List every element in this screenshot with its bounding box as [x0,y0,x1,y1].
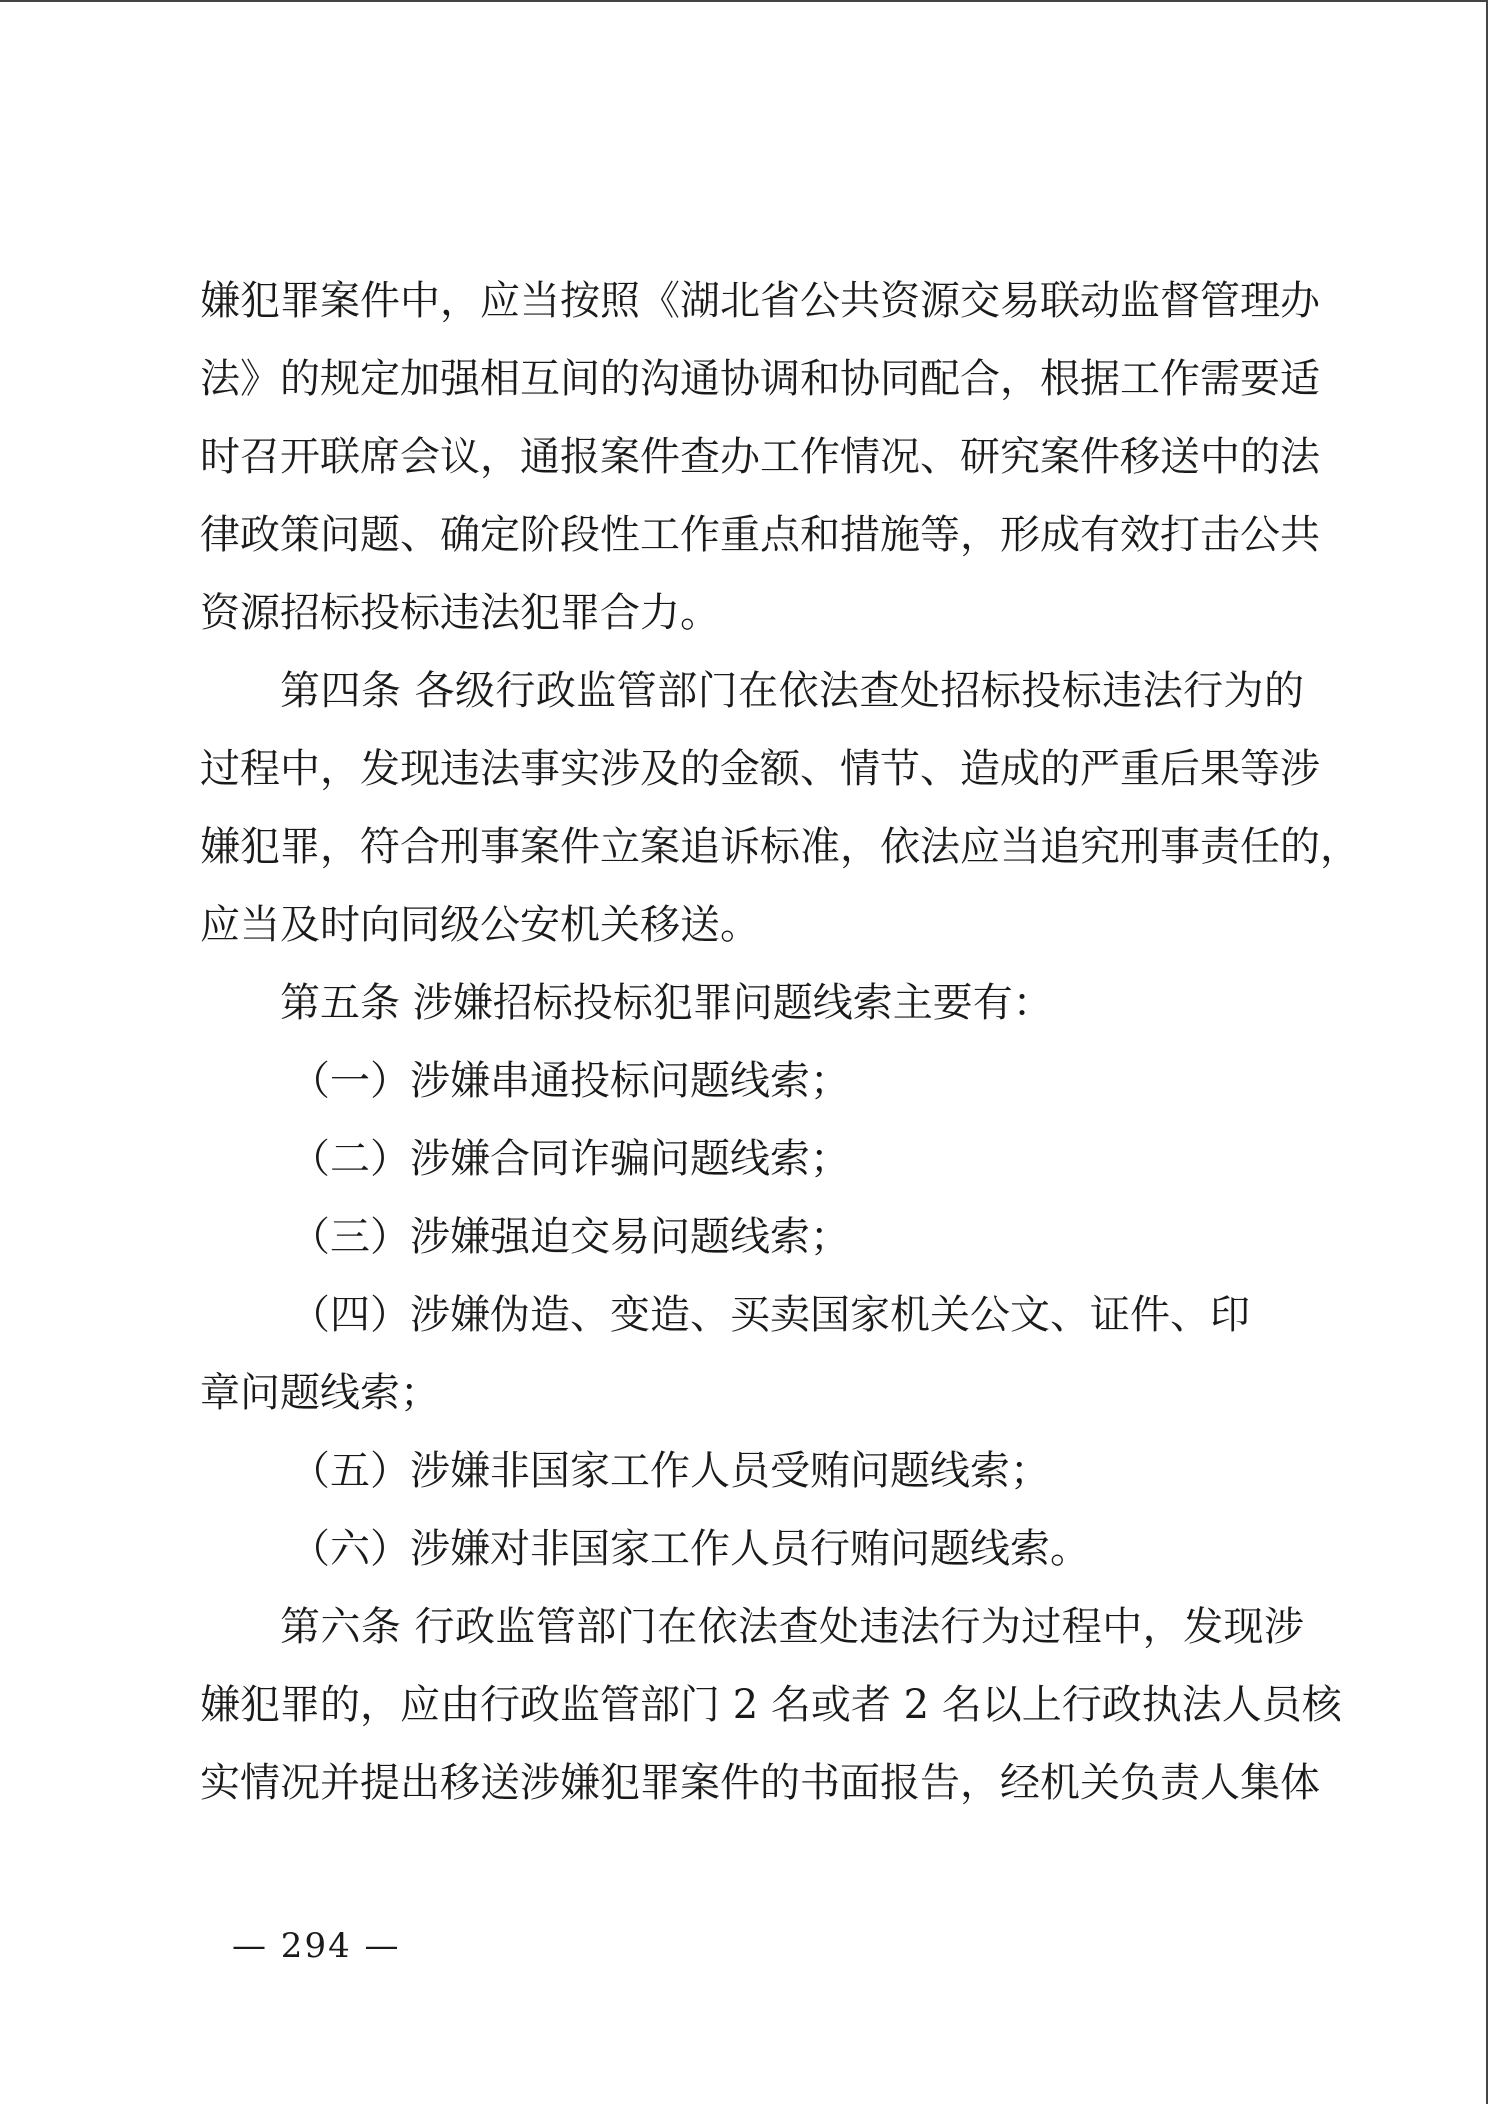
text-line: 嫌犯罪的，应由行政监管部门 2 名或者 2 名以上行政执法人员核 [200,1682,1342,1728]
article-4-heading-line: 第四条 各级行政监管部门在依法查处招标投标违法行为的 [280,668,1304,714]
text-line: 时召开联席会议，通报案件查办工作情况、研究案件移送中的法 [200,434,1320,480]
body-text [200,262,1360,1822]
list-item: （二）涉嫌合同诈骗问题线索； [290,1136,850,1182]
text-line: 嫌犯罪，符合刑事案件立案追诉标准，依法应当追究刑事责任的， [200,824,1360,870]
page-number: — 294 — [232,1926,401,1966]
list-item: （一）涉嫌串通投标问题线索； [290,1058,850,1104]
list-item: （五）涉嫌非国家工作人员受贿问题线索； [290,1448,1050,1494]
list-item-continuation: 章问题线索； [200,1370,440,1416]
article-6-heading-line: 第六条 行政监管部门在依法查处违法行为过程中，发现涉 [280,1604,1304,1650]
text-line: 实情况并提出移送涉嫌犯罪案件的书面报告，经机关负责人集体 [200,1760,1320,1806]
list-item: （六）涉嫌对非国家工作人员行贿问题线索。 [290,1526,1090,1572]
text-line: 嫌犯罪案件中，应当按照《湖北省公共资源交易联动监督管理办 [200,278,1320,324]
text-line: 过程中，发现违法事实涉及的金额、情节、造成的严重后果等涉 [200,746,1320,792]
list-item: （三）涉嫌强迫交易问题线索； [290,1214,850,1260]
text-line: 法》的规定加强相互间的沟通协调和协同配合，根据工作需要适 [200,356,1320,402]
list-item: （四）涉嫌伪造、变造、买卖国家机关公文、证件、印 [290,1292,1250,1338]
text-line: 应当及时向同级公安机关移送。 [200,902,760,948]
text-line: 律政策问题、确定阶段性工作重点和措施等，形成有效打击公共 [200,512,1320,558]
text-line: 资源招标投标违法犯罪合力。 [200,590,720,636]
article-5-heading-line: 第五条 涉嫌招标投标犯罪问题线索主要有： [280,980,1053,1026]
